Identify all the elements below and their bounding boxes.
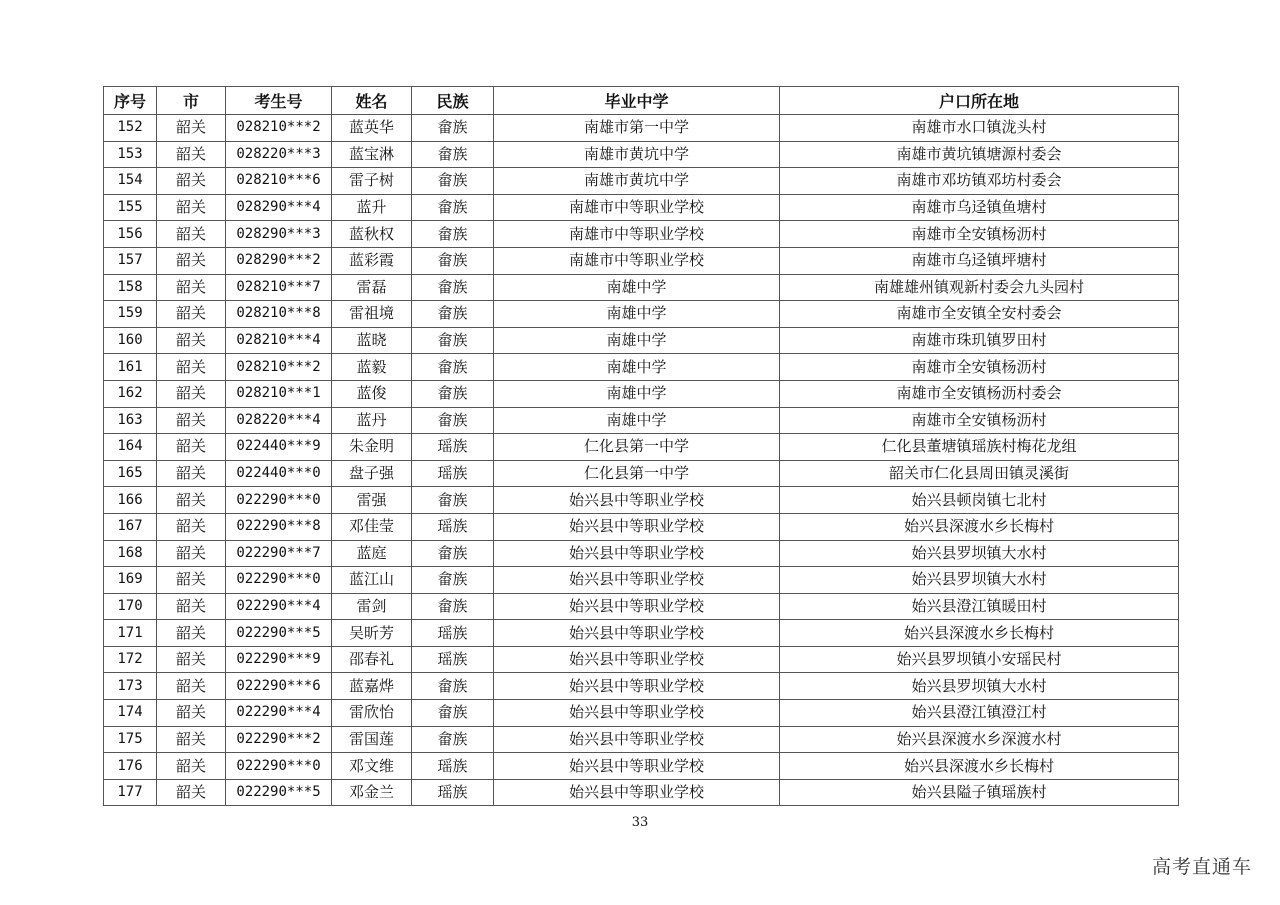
residence-cell: 始兴县澄江镇澄江村 (780, 700, 1179, 727)
school-cell: 始兴县中等职业学校 (494, 567, 780, 594)
city-cell: 韶关 (157, 567, 226, 594)
school-cell: 南雄市第一中学 (494, 115, 780, 142)
table-row (104, 115, 1179, 142)
city-cell: 韶关 (157, 327, 226, 354)
residence-cell: 南雄市水口镇泷头村 (780, 115, 1179, 142)
city-cell: 韶关 (157, 301, 226, 328)
city-cell: 韶关 (157, 168, 226, 195)
table-row (104, 726, 1179, 753)
index-cell: 174 (104, 700, 157, 727)
school-cell: 仁化县第一中学 (494, 434, 780, 461)
column-header-index: 序号 (104, 87, 157, 115)
city-cell: 韶关 (157, 513, 226, 540)
residence-cell: 始兴县深渡水乡深渡水村 (780, 726, 1179, 753)
residence-cell: 南雄市乌迳镇坪塘村 (780, 247, 1179, 274)
residence-cell: 始兴县罗坝镇大水村 (780, 673, 1179, 700)
city-cell: 韶关 (157, 221, 226, 248)
city-cell: 韶关 (157, 726, 226, 753)
ethnicity-cell: 瑶族 (412, 620, 494, 647)
column-header-exam-id: 考生号 (226, 87, 332, 115)
table-row (104, 513, 1179, 540)
name-cell: 蓝庭 (332, 540, 412, 567)
index-cell: 155 (104, 194, 157, 221)
index-cell: 153 (104, 141, 157, 168)
name-cell: 邓佳莹 (332, 513, 412, 540)
name-cell: 蓝丹 (332, 407, 412, 434)
ethnicity-cell: 畲族 (412, 141, 494, 168)
residence-cell: 始兴县罗坝镇小安瑶民村 (780, 646, 1179, 673)
name-cell: 蓝江山 (332, 567, 412, 594)
ethnicity-cell: 畲族 (412, 567, 494, 594)
name-cell: 蓝晓 (332, 327, 412, 354)
school-cell: 南雄市中等职业学校 (494, 247, 780, 274)
index-cell: 167 (104, 513, 157, 540)
residence-cell: 始兴县顿岗镇七北村 (780, 487, 1179, 514)
school-cell: 始兴县中等职业学校 (494, 726, 780, 753)
name-cell: 盘子强 (332, 460, 412, 487)
city-cell: 韶关 (157, 460, 226, 487)
exam-id-cell: 022290***5 (226, 779, 332, 806)
residence-cell: 始兴县深渡水乡长梅村 (780, 620, 1179, 647)
name-cell: 邓金兰 (332, 779, 412, 806)
exam-id-cell: 022290***7 (226, 540, 332, 567)
school-cell: 南雄中学 (494, 327, 780, 354)
city-cell: 韶关 (157, 274, 226, 301)
exam-id-cell: 028290***2 (226, 247, 332, 274)
name-cell: 雷国莲 (332, 726, 412, 753)
school-cell: 仁化县第一中学 (494, 460, 780, 487)
table-row (104, 380, 1179, 407)
city-cell: 韶关 (157, 194, 226, 221)
residence-cell: 南雄市乌迳镇鱼塘村 (780, 194, 1179, 221)
residence-cell: 仁化县董塘镇瑶族村梅花龙组 (780, 434, 1179, 461)
exam-id-cell: 022440***9 (226, 434, 332, 461)
city-cell: 韶关 (157, 487, 226, 514)
residence-cell: 始兴县深渡水乡长梅村 (780, 513, 1179, 540)
exam-id-cell: 022440***0 (226, 460, 332, 487)
index-cell: 159 (104, 301, 157, 328)
exam-id-cell: 028210***2 (226, 354, 332, 381)
header-row (104, 87, 1179, 115)
residence-cell: 始兴县罗坝镇大水村 (780, 540, 1179, 567)
name-cell: 蓝毅 (332, 354, 412, 381)
city-cell: 韶关 (157, 753, 226, 780)
exam-id-cell: 028210***7 (226, 274, 332, 301)
index-cell: 156 (104, 221, 157, 248)
index-cell: 157 (104, 247, 157, 274)
exam-id-cell: 028210***4 (226, 327, 332, 354)
school-cell: 南雄中学 (494, 380, 780, 407)
exam-id-cell: 028210***6 (226, 168, 332, 195)
column-header-ethnicity: 民族 (412, 87, 494, 115)
city-cell: 韶关 (157, 380, 226, 407)
residence-cell: 始兴县罗坝镇大水村 (780, 567, 1179, 594)
school-cell: 南雄中学 (494, 407, 780, 434)
index-cell: 166 (104, 487, 157, 514)
school-cell: 南雄市黄坑中学 (494, 141, 780, 168)
city-cell: 韶关 (157, 620, 226, 647)
ethnicity-cell: 瑶族 (412, 434, 494, 461)
name-cell: 雷祖境 (332, 301, 412, 328)
ethnicity-cell: 畲族 (412, 540, 494, 567)
index-cell: 158 (104, 274, 157, 301)
residence-cell: 南雄雄州镇观新村委会九头园村 (780, 274, 1179, 301)
table-row (104, 247, 1179, 274)
column-header-residence: 户口所在地 (780, 87, 1179, 115)
residence-cell: 始兴县澄江镇暖田村 (780, 593, 1179, 620)
table-row (104, 194, 1179, 221)
ethnicity-cell: 畲族 (412, 221, 494, 248)
ethnicity-cell: 畲族 (412, 487, 494, 514)
name-cell: 蓝宝淋 (332, 141, 412, 168)
school-cell: 南雄中学 (494, 274, 780, 301)
watermark-logo-text: 高考直通车 (1151, 856, 1252, 878)
name-cell: 吴昕芳 (332, 620, 412, 647)
school-cell: 南雄中学 (494, 354, 780, 381)
ethnicity-cell: 畲族 (412, 247, 494, 274)
table-row (104, 141, 1179, 168)
ethnicity-cell: 瑶族 (412, 460, 494, 487)
residence-cell: 南雄市全安镇全安村委会 (780, 301, 1179, 328)
residence-cell: 始兴县隘子镇瑶族村 (780, 779, 1179, 806)
index-cell: 164 (104, 434, 157, 461)
index-cell: 160 (104, 327, 157, 354)
residence-cell: 始兴县深渡水乡长梅村 (780, 753, 1179, 780)
city-cell: 韶关 (157, 354, 226, 381)
table-row (104, 221, 1179, 248)
school-cell: 南雄市黄坑中学 (494, 168, 780, 195)
table-header (104, 87, 1179, 115)
name-cell: 蓝彩霞 (332, 247, 412, 274)
ethnicity-cell: 畲族 (412, 327, 494, 354)
exam-id-cell: 028210***8 (226, 301, 332, 328)
name-cell: 邵春礼 (332, 646, 412, 673)
index-cell: 154 (104, 168, 157, 195)
table-row (104, 673, 1179, 700)
ethnicity-cell: 畲族 (412, 407, 494, 434)
table-row (104, 700, 1179, 727)
table-row (104, 593, 1179, 620)
exam-id-cell: 028210***1 (226, 380, 332, 407)
exam-id-cell: 022290***5 (226, 620, 332, 647)
school-cell: 始兴县中等职业学校 (494, 487, 780, 514)
index-cell: 168 (104, 540, 157, 567)
school-cell: 南雄市中等职业学校 (494, 221, 780, 248)
index-cell: 162 (104, 380, 157, 407)
residence-cell: 韶关市仁化县周田镇灵溪街 (780, 460, 1179, 487)
exam-id-cell: 022290***6 (226, 673, 332, 700)
exam-id-cell: 028220***4 (226, 407, 332, 434)
ethnicity-cell: 畲族 (412, 700, 494, 727)
school-cell: 始兴县中等职业学校 (494, 646, 780, 673)
table-row (104, 274, 1179, 301)
city-cell: 韶关 (157, 247, 226, 274)
school-cell: 南雄市中等职业学校 (494, 194, 780, 221)
name-cell: 雷子树 (332, 168, 412, 195)
index-cell: 173 (104, 673, 157, 700)
city-cell: 韶关 (157, 779, 226, 806)
index-cell: 177 (104, 779, 157, 806)
city-cell: 韶关 (157, 593, 226, 620)
table-row (104, 460, 1179, 487)
table-row (104, 407, 1179, 434)
exam-id-cell: 028210***2 (226, 115, 332, 142)
school-cell: 始兴县中等职业学校 (494, 753, 780, 780)
table-row (104, 779, 1179, 806)
table-row (104, 301, 1179, 328)
name-cell: 蓝俊 (332, 380, 412, 407)
ethnicity-cell: 畲族 (412, 673, 494, 700)
ethnicity-cell: 畲族 (412, 726, 494, 753)
school-cell: 始兴县中等职业学校 (494, 593, 780, 620)
ethnicity-cell: 畲族 (412, 194, 494, 221)
column-header-city: 市 (157, 87, 226, 115)
index-cell: 169 (104, 567, 157, 594)
city-cell: 韶关 (157, 646, 226, 673)
city-cell: 韶关 (157, 115, 226, 142)
name-cell: 蓝升 (332, 194, 412, 221)
table-row (104, 487, 1179, 514)
table-row (104, 646, 1179, 673)
column-header-name: 姓名 (332, 87, 412, 115)
exam-id-cell: 028220***3 (226, 141, 332, 168)
city-cell: 韶关 (157, 673, 226, 700)
ethnicity-cell: 畲族 (412, 354, 494, 381)
name-cell: 雷欣怡 (332, 700, 412, 727)
ethnicity-cell: 畲族 (412, 168, 494, 195)
city-cell: 韶关 (157, 434, 226, 461)
school-cell: 始兴县中等职业学校 (494, 513, 780, 540)
table-row (104, 327, 1179, 354)
exam-id-cell: 028290***4 (226, 194, 332, 221)
table-row (104, 567, 1179, 594)
school-cell: 始兴县中等职业学校 (494, 673, 780, 700)
school-cell: 始兴县中等职业学校 (494, 540, 780, 567)
exam-id-cell: 022290***4 (226, 700, 332, 727)
index-cell: 152 (104, 115, 157, 142)
ethnicity-cell: 畲族 (412, 115, 494, 142)
name-cell: 邓文维 (332, 753, 412, 780)
table-body (104, 115, 1179, 806)
exam-id-cell: 022290***9 (226, 646, 332, 673)
ethnicity-cell: 畲族 (412, 593, 494, 620)
residence-cell: 南雄市黄坑镇塘源村委会 (780, 141, 1179, 168)
exam-id-cell: 022290***0 (226, 753, 332, 780)
index-cell: 161 (104, 354, 157, 381)
exam-id-cell: 028290***3 (226, 221, 332, 248)
ethnicity-cell: 瑶族 (412, 753, 494, 780)
table-row (104, 168, 1179, 195)
name-cell: 蓝秋权 (332, 221, 412, 248)
school-cell: 始兴县中等职业学校 (494, 779, 780, 806)
residence-cell: 南雄市全安镇杨沥村 (780, 354, 1179, 381)
residence-cell: 南雄市珠玑镇罗田村 (780, 327, 1179, 354)
column-header-school: 毕业中学 (494, 87, 780, 115)
residence-cell: 南雄市邓坊镇邓坊村委会 (780, 168, 1179, 195)
table-row (104, 540, 1179, 567)
name-cell: 雷强 (332, 487, 412, 514)
index-cell: 172 (104, 646, 157, 673)
table-row (104, 753, 1179, 780)
school-cell: 始兴县中等职业学校 (494, 700, 780, 727)
index-cell: 165 (104, 460, 157, 487)
ethnicity-cell: 瑶族 (412, 779, 494, 806)
name-cell: 蓝英华 (332, 115, 412, 142)
student-roster-table (103, 86, 1179, 806)
ethnicity-cell: 畲族 (412, 380, 494, 407)
city-cell: 韶关 (157, 141, 226, 168)
table-row (104, 434, 1179, 461)
residence-cell: 南雄市全安镇杨沥村 (780, 407, 1179, 434)
exam-id-cell: 022290***2 (226, 726, 332, 753)
page-number: 33 (631, 815, 649, 830)
ethnicity-cell: 畲族 (412, 274, 494, 301)
residence-cell: 南雄市全安镇杨沥村委会 (780, 380, 1179, 407)
ethnicity-cell: 瑶族 (412, 646, 494, 673)
exam-id-cell: 022290***0 (226, 487, 332, 514)
school-cell: 南雄中学 (494, 301, 780, 328)
index-cell: 175 (104, 726, 157, 753)
residence-cell: 南雄市全安镇杨沥村 (780, 221, 1179, 248)
ethnicity-cell: 瑶族 (412, 513, 494, 540)
ethnicity-cell: 畲族 (412, 301, 494, 328)
table-row (104, 620, 1179, 647)
exam-id-cell: 022290***8 (226, 513, 332, 540)
index-cell: 163 (104, 407, 157, 434)
name-cell: 朱金明 (332, 434, 412, 461)
exam-id-cell: 022290***4 (226, 593, 332, 620)
table-row (104, 354, 1179, 381)
name-cell: 雷剑 (332, 593, 412, 620)
city-cell: 韶关 (157, 540, 226, 567)
index-cell: 176 (104, 753, 157, 780)
index-cell: 171 (104, 620, 157, 647)
name-cell: 蓝嘉烨 (332, 673, 412, 700)
index-cell: 170 (104, 593, 157, 620)
city-cell: 韶关 (157, 407, 226, 434)
name-cell: 雷磊 (332, 274, 412, 301)
school-cell: 始兴县中等职业学校 (494, 620, 780, 647)
exam-id-cell: 022290***0 (226, 567, 332, 594)
city-cell: 韶关 (157, 700, 226, 727)
